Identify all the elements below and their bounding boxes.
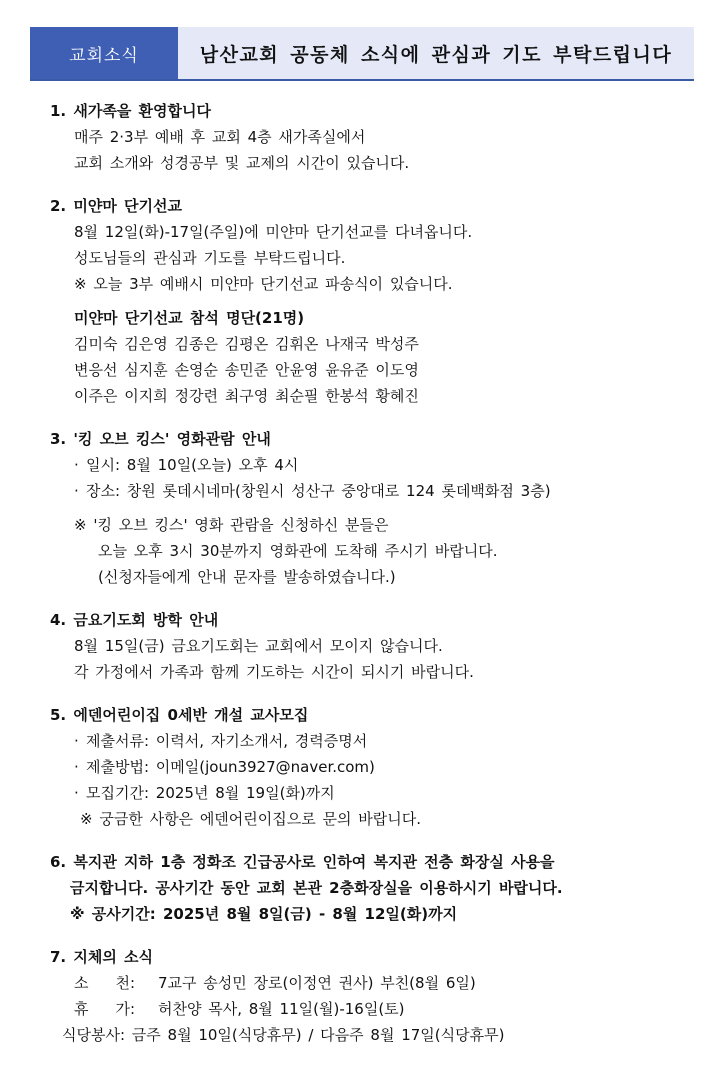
- roster-line: 변응선 심지훈 손영순 송민준 안윤영 윤유준 이도영: [74, 361, 419, 379]
- text-line: ※ 오늘 3부 예배시 미얀마 단기선교 파송식이 있습니다.: [74, 275, 453, 293]
- text-line: 매주 2·3부 예배 후 교회 4층 새가족실에서: [74, 128, 366, 146]
- member-news-row: [50, 1022, 700, 1048]
- news-content: [50, 98, 700, 1065]
- section-title: 7. 지체의 소식: [50, 948, 154, 966]
- row-label: 소 천:: [74, 974, 136, 992]
- note-line: (신청자들에게 안내 문자를 발송하였습니다.): [98, 568, 396, 586]
- header-title: 남산교회 공동체 소식에 관심과 기도 부탁드립니다: [178, 27, 694, 79]
- bullet-dot-icon: ·: [74, 456, 79, 474]
- section-member-news: [50, 944, 700, 1048]
- section-title: 5. 에덴어린이집 0세반 개설 교사모집: [50, 706, 309, 724]
- bullet-dot-icon: ·: [74, 732, 79, 750]
- bullet-item: · 모집기간: 2025년 8월 19일(화)까지: [50, 780, 700, 806]
- bullet-item: · 장소: 창원 롯데시네마(창원시 성산구 중앙대로 124 롯데백화점 3층): [50, 478, 700, 504]
- row-label: 휴 가:: [74, 1000, 136, 1018]
- bullet-dot-icon: ·: [74, 758, 79, 776]
- section-title: 6. 복지관 지하 1층 정화조 긴급공사로 인하여 복지관 전층 화장실 사용을: [50, 853, 555, 871]
- member-news-row: [50, 996, 700, 1022]
- bullet-item: · 제출방법: 이메일(joun3927@naver.com): [50, 754, 700, 780]
- section-restroom-notice: [50, 849, 700, 927]
- section-title: 4. 금요기도회 방학 안내: [50, 611, 219, 629]
- section-daycare-recruit: [50, 702, 700, 832]
- roster-line: 김미숙 김은영 김종은 김평온 김휘온 나재국 박성주: [74, 335, 419, 353]
- section-movie: [50, 426, 700, 590]
- row-value: 금주 8월 10일(식당휴무) / 다음주 8월 17일(식당휴무): [131, 1026, 505, 1044]
- header-tag: 교회소식: [30, 27, 178, 79]
- section-title: 1. 새가족을 환영합니다: [50, 102, 211, 120]
- note-line: ※ 궁금한 사항은 에덴어린이집으로 문의 바랍니다.: [80, 810, 421, 828]
- roster-line: 이주은 이지희 정강련 최구영 최순필 한봉석 황혜진: [74, 387, 419, 405]
- text-line: 8월 12일(화)-17일(주일)에 미얀마 단기선교를 다녀옵니다.: [74, 223, 473, 241]
- roster-title: 미얀마 단기선교 참석 명단(21명): [74, 309, 305, 327]
- row-value: 7교구 송성민 장로(이정연 권사) 부친(8월 6일): [158, 974, 476, 992]
- section-new-family: [50, 98, 700, 176]
- row-value: 허찬양 목사, 8월 11일(월)-16일(토): [158, 1000, 405, 1018]
- note-line: 오늘 오후 3시 30분까지 영화관에 도착해 주시기 바랍니다.: [98, 542, 498, 560]
- section-friday-prayer: [50, 607, 700, 685]
- text-line: 교회 소개와 성경공부 및 교제의 시간이 있습니다.: [74, 154, 410, 172]
- bullet-item: · 제출서류: 이력서, 자기소개서, 경력증명서: [50, 728, 700, 754]
- text-line: 성도님들의 관심과 기도를 부탁드립니다.: [74, 249, 346, 267]
- bullet-dot-icon: ·: [74, 784, 79, 802]
- bullet-dot-icon: ·: [74, 482, 79, 500]
- text-line: 금지합니다. 공사기간 동안 교회 본관 2층화장실을 이용하시기 바랍니다.: [70, 879, 563, 897]
- note-line: ※ '킹 오브 킹스' 영화 관람을 신청하신 분들은: [74, 516, 389, 534]
- text-line: 각 가정에서 가족과 함께 기도하는 시간이 되시기 바랍니다.: [74, 663, 474, 681]
- member-news-row: [50, 970, 700, 996]
- header-banner: [30, 27, 694, 81]
- section-title: 2. 미얀마 단기선교: [50, 197, 183, 215]
- section-myanmar-mission: [50, 193, 700, 409]
- section-title: 3. '킹 오브 킹스' 영화관람 안내: [50, 430, 271, 448]
- row-label: 식당봉사:: [62, 1026, 126, 1044]
- text-line: 8월 15일(금) 금요기도회는 교회에서 모이지 않습니다.: [74, 637, 443, 655]
- bullet-item: · 일시: 8월 10일(오늘) 오후 4시: [50, 452, 700, 478]
- text-line: ※ 공사기간: 2025년 8월 8일(금) - 8월 12일(화)까지: [70, 905, 458, 923]
